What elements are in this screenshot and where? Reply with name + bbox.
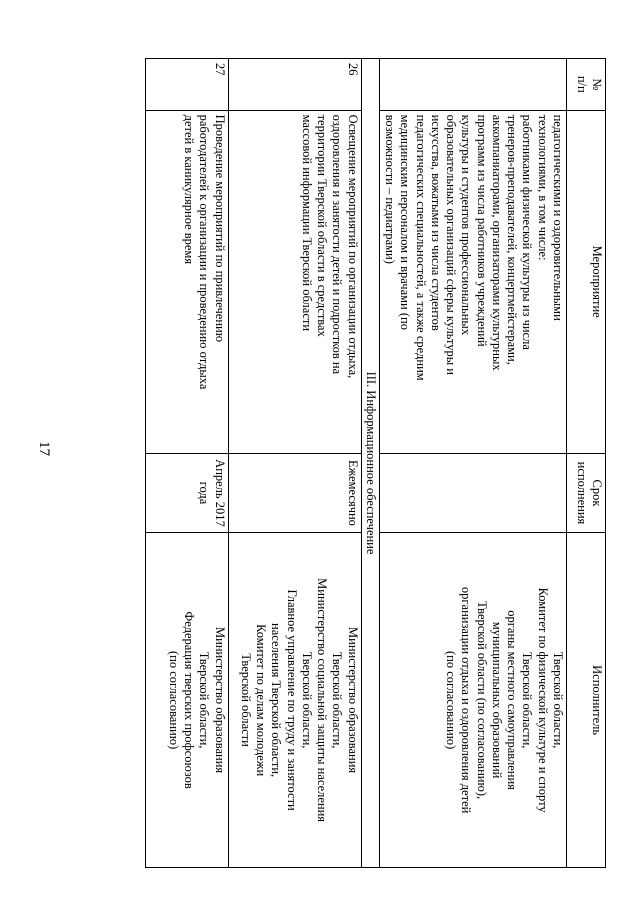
executor-line: Тверской области (по согласованию), (474, 601, 489, 800)
event-line: аккомпаниаторами, организаторами культурных (490, 114, 504, 371)
activities-table (145, 58, 606, 868)
header-num (567, 59, 606, 111)
event-line: тренеров-преподавателей, концертмейстерами, (505, 114, 520, 365)
row-num: 27 (145, 59, 228, 111)
event-line: работниками физической культуры из числа (520, 114, 535, 350)
header-num-line: № (590, 78, 604, 91)
executor-line: Комитет по физической культуре и спорту (535, 587, 550, 813)
header-executor: Исполнитель (567, 533, 606, 868)
header-term (567, 453, 606, 533)
executor-line: Тверской области, (551, 651, 565, 749)
row-event (145, 110, 228, 453)
executor-line: Министерство социальной защиты населения (315, 578, 330, 823)
row-executor (228, 533, 361, 868)
header-num-line: п/п (574, 75, 589, 93)
table-row (228, 59, 361, 868)
event-line: оздоровления и занятости детей и подростков на (330, 114, 345, 375)
section-title: III. Информационное обеспечение (361, 59, 379, 868)
rotated-page-content (96, 58, 606, 868)
row-term (380, 453, 567, 533)
event-line: искусства, вожатыми из числа студентов (429, 114, 443, 331)
event-line: культуры и студентов профессиональных (459, 114, 474, 336)
executor-line: Федерация тверских профсоюзов (182, 611, 197, 789)
executor-line: Тверской области (239, 653, 253, 747)
header-term-line: Срок (590, 479, 604, 507)
event-line: образовательных организаций сферы культуры и (444, 114, 459, 375)
event-line: Проведение мероприятий по привлечению (212, 114, 227, 343)
executor-line: Тверской области, (330, 651, 345, 749)
table-header-row (567, 59, 606, 868)
executor-line: Министерство образования (212, 627, 227, 774)
executor-line: Комитет по делам молодежи (254, 624, 269, 777)
row-num (380, 59, 567, 111)
executor-line: органы местного самоуправления (505, 610, 520, 790)
header-event: Мероприятие (567, 110, 606, 453)
row-executor (145, 533, 228, 868)
executor-line: Главное управление по труду и занятости (284, 589, 299, 811)
row-num: 26 (228, 59, 361, 111)
event-line: возможности – педиатрами) (383, 114, 398, 264)
event-line: детей в каникулярное время (182, 114, 197, 265)
event-line: работодателей к организации и проведению отдыха (197, 114, 212, 390)
event-line: программ из числа работников учреждений (474, 114, 489, 347)
event-line: Освещение мероприятий по организации отдыха, (345, 114, 360, 379)
row-event (380, 110, 567, 453)
executor-line: (по согласованию) (444, 650, 459, 750)
event-line: педагогических специальностей, а также средним (413, 114, 428, 381)
section-row (361, 59, 379, 868)
event-line: медицинским персоналом и врачами (по (398, 114, 413, 330)
table-row-continued (380, 59, 567, 868)
event-line: массовой информации Тверской области (300, 114, 314, 332)
executor-line: муниципальных образований (490, 621, 504, 779)
row-event (228, 110, 361, 453)
executor-line: Тверской области, (520, 651, 535, 749)
header-term-line: исполнения (574, 461, 589, 525)
executor-line: (по согласованию) (167, 650, 181, 750)
executor-line: организации отдыха и оздоровления детей (459, 586, 474, 814)
table-row (145, 59, 228, 868)
row-term: Апрель 2017 года (145, 453, 228, 533)
row-executor (380, 533, 567, 868)
row-term: Ежемесячно (228, 453, 361, 533)
executor-line: населения Тверской области, (269, 623, 284, 778)
event-line: технологиями, в том числе: (535, 114, 550, 261)
executor-line: Министерство образования (345, 627, 360, 774)
executor-line: Тверской области, (300, 651, 314, 749)
event-line: территории Тверской области в средствах (315, 114, 330, 337)
executor-line: Тверской области, (197, 651, 212, 749)
page-number: 17 (36, 441, 52, 456)
event-line: педагогическими и оздоровительными (551, 114, 565, 321)
